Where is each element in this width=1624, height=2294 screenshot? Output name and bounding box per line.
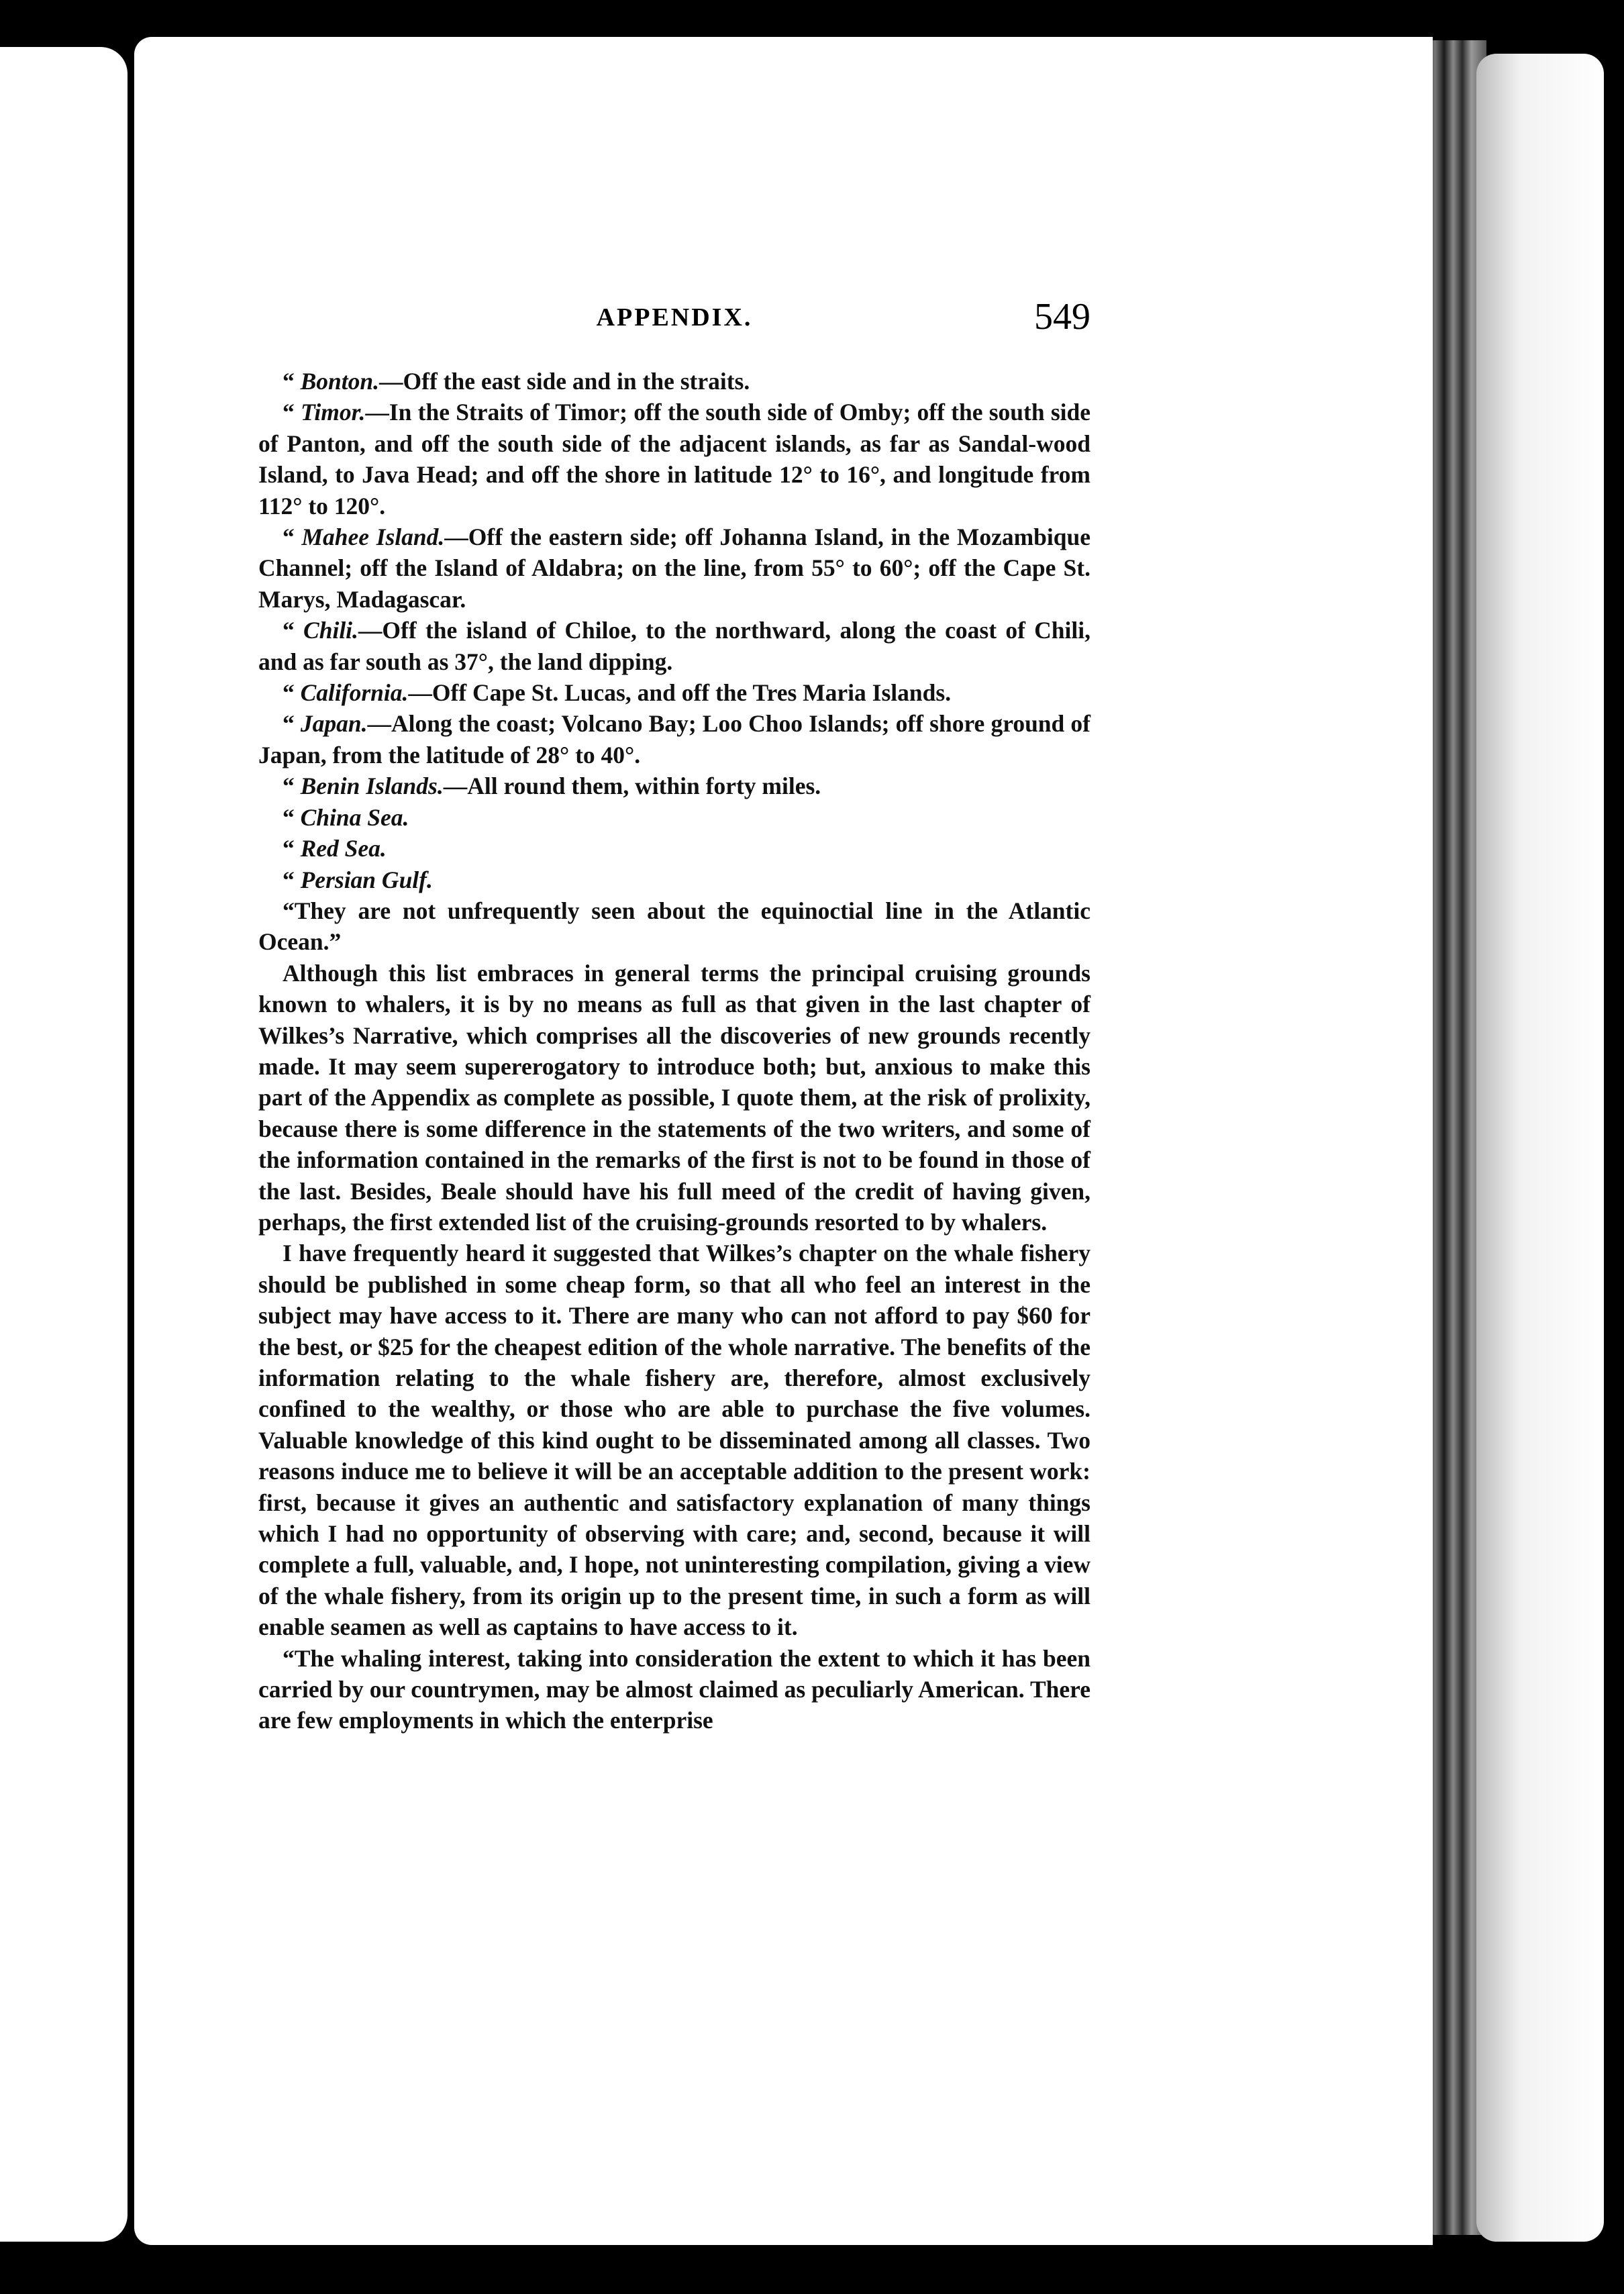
entry-text: Off Cape St. Lucas, and off the Tres Maria Islands. [432,679,952,707]
entry-name: Timor. [301,399,366,426]
entry-text: Off the island of Chiloe, to the northward, along the coast of Chili, and as far south as 37°, the land dipping. [258,617,1091,675]
paragraph: I have frequently heard it suggested that Wilkes’s chapter on the whale fishery should be published in some cheap form, so that all who feel an interest in the subject may have access to it. There are many who can not afford to pay $60 for the best, or $25 for the cheapest edition of the whole narrative. The benefits of the information relating to the whale fishery are, therefore, almost exclusively confined to the wealthy, or those who are able to purchase the five volumes. Valuable knowledge of this kind ought to be disseminated among all classes. Two reasons induce me to believe it will be an acceptable addition to the present work: first, because it gives an authentic and satisfactory explanation of many things which I had no opportunity of observing with care; and, second, because it will complete a full, valuable, and, I hope, not uninteresting compilation, giving a view of the whale fishery, from its origin up to the present time, in such a form as will enable seamen as well as captains to have access to it. [258,1240,1090,1641]
entry-name: Bonton. [300,368,380,395]
entry-chili: “ Chili.—Off the island of Chiloe, to the northward, along the coast of Chili, and as far south as 37°, the land dipping. [258,617,1091,675]
entry-bonton: “ Bonton.—Off the east side and in the straits. [283,368,750,395]
next-page-edge [1476,54,1604,2242]
paragraph: Although this list embraces in general terms the principal cruising grounds known to whalers, it is by no means as full as that given in the last chapter of Wilkes’s Narrative, which comprises all the discoveries of new grounds recently made. It may seem supererogatory to introduce both; but, anxious to make this part of the Appendix as complete as possible, I quote them, at the risk of prolixity, because there is some difference in the statements of the two writers, and some of the information contained in the remarks of the first is not to be found in those of the last. Besides, Beale should have his full meed of the credit of having given, perhaps, the first extended list of the cruising-grounds resorted to by whalers. [258,959,1090,1236]
entry-text: In the Straits of Timor; off the south side of Omby; off the south side of Panton, and off the south side of the adjacent islands, as far as Sandal-wood Island, to Java Head; and off the shore in latitude 12° to 16°, and longitude from 112° to 120°. [258,399,1091,519]
entry-text: Off the eastern side; off Johanna Island, in the Mozambique Channel; off the Island of Aldabra; on the line, from 55° to 60°; off the Cape St. Marys, Madagascar. [258,523,1091,613]
entry-text: Off the east side and in the straits. [403,368,750,395]
entry-text: Along the coast; Volcano Bay; Loo Choo Islands; off shore ground of Japan, from the latitude of 28° to 40°. [258,710,1090,768]
entry-name: Persian Gulf. [300,866,433,893]
entry-name: Red Sea. [300,835,387,862]
entry-name: California. [300,679,409,707]
entry-name: Chili. [303,617,358,644]
entry-japan: “ Japan.—Along the coast; Volcano Bay; Loo Choo Islands; off shore ground of Japan, from the latitude of 28° to 40°. [258,710,1090,768]
entry-timor: “ Timor.—In the Straits of Timor; off the south side of Omby; off the south side of Panton, and off the south side of the adjacent islands, as far as Sandal-wood Island, to Java Head; and off the shore in latitude 12° to 16°, and longitude from 112° to 120°. [258,399,1091,519]
entry-name: Mahee Island. [301,523,445,551]
entry-mahee-island: “ Mahee Island.—Off the eastern side; off Johanna Island, in the Mozambique Channel; off the Island of Aldabra; on the line, from 55° to 60°; off the Cape St. Marys, Madagascar. [258,523,1091,613]
running-title: APPENDIX. [596,303,753,332]
entry-persian-gulf: “ Persian Gulf. [283,866,433,893]
entry-name: China Sea. [300,803,409,831]
entry-benin-islands: “ Benin Islands.—All round them, within forty miles. [283,772,821,800]
entry-name: Benin Islands. [300,772,444,800]
entry-name: Japan. [300,710,368,738]
quote-close: “They are not unfrequently seen about the equinoctial line in the Atlantic Ocean.” [258,897,1090,956]
page-number: 549 [1034,296,1090,338]
entry-text: All round them, within forty miles. [467,772,821,800]
entry-california: “ California.—Off Cape St. Lucas, and off the Tres Maria Islands. [283,679,952,707]
entry-china-sea: “ China Sea. [283,803,409,831]
paragraph: “The whaling interest, taking into consideration the extent to which it has been carried by our countrymen, may be almost claimed as peculiarly American. There are few employments in which the enterprise [258,1644,1090,1734]
page-body [258,366,1090,1736]
entry-red-sea: “ Red Sea. [283,835,387,862]
page-header [258,294,1090,341]
previous-page-edge [0,47,128,2242]
